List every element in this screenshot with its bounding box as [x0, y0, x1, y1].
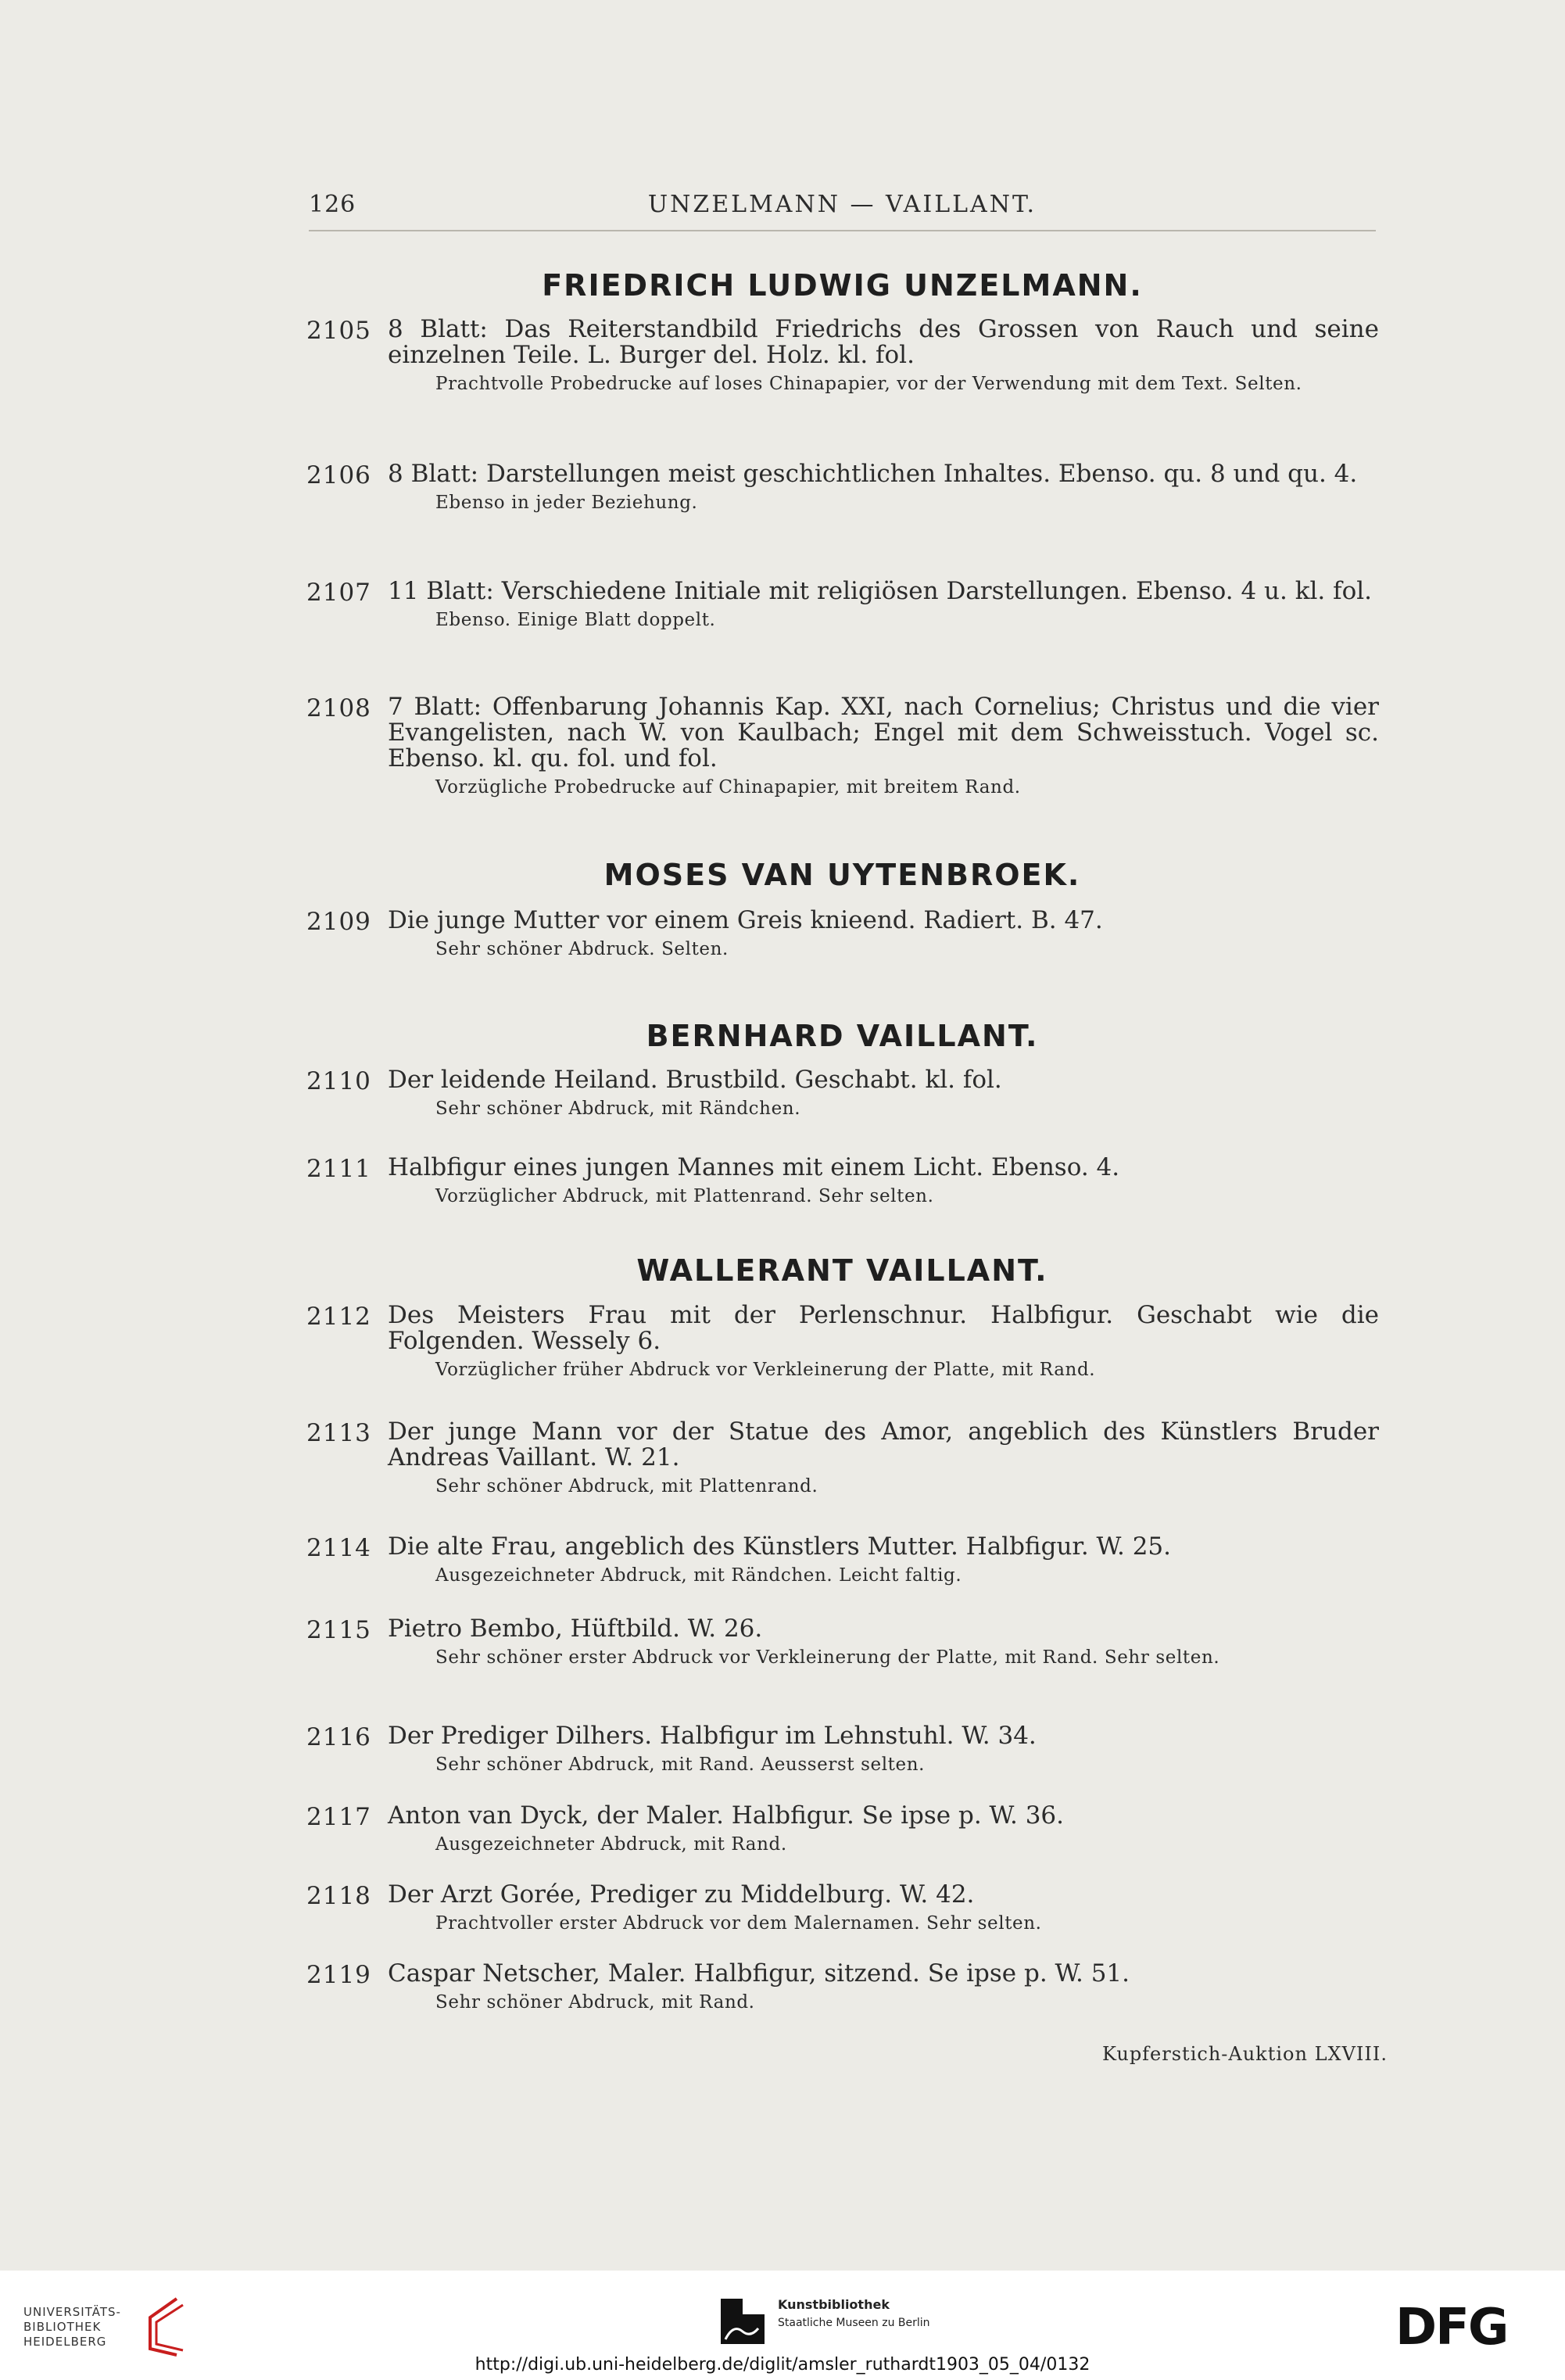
entry-number: 2118	[306, 1882, 371, 1910]
entry-description: Die alte Frau, angeblich des Künstlers Mutter. Halbfigur. W. 25.	[388, 1532, 1171, 1561]
entry-number: 2111	[306, 1155, 371, 1183]
entry-number: 2109	[306, 908, 371, 936]
kb-name: Kunstbibliothek	[778, 2297, 890, 2312]
catalogue-entry	[306, 1616, 1379, 1671]
artist-heading: BERNHARD VAILLANT.	[646, 1019, 1039, 1053]
dfg-logo[interactable]: DFG	[1395, 2299, 1508, 2357]
page-number: 126	[309, 191, 356, 218]
entry-description: 7 Blatt: Offenbarung Johannis Kap. XXI, nach Cornelius; Christus und die vier Evangelisten, nach W. von Kaulbach; Engel mit dem Schweisstuch. Vogel sc. Ebenso. kl. qu. fol. und fol.	[388, 693, 1379, 772]
entry-number: 2113	[306, 1419, 371, 1447]
entry-note: Sehr schöner Abdruck. Selten.	[435, 939, 729, 959]
entry-note: Sehr schöner Abdruck, mit Rand. Aeusserst selten.	[435, 1755, 926, 1775]
catalogue-entry	[306, 694, 1379, 801]
catalogue-entry	[306, 1067, 1379, 1122]
entry-number: 2115	[306, 1616, 371, 1644]
entry-number: 2108	[306, 694, 371, 722]
artist-heading: MOSES VAN UYTENBROEK.	[603, 858, 1081, 892]
entry-description: Caspar Netscher, Maler. Halbfigur, sitzend. Se ipse p. W. 51.	[388, 1959, 1130, 1988]
ub-heidelberg-wordmark[interactable]	[23, 2305, 121, 2350]
entry-description: Halbfigur eines jungen Mannes mit einem Licht. Ebenso. 4.	[388, 1153, 1120, 1181]
entry-note: Prachtvolle Probedrucke auf loses Chinapapier, vor der Verwendung mit dem Text. Selten.	[435, 374, 1302, 394]
page-url[interactable]: http://digi.ub.uni-heidelberg.de/diglit/amsler_ruthardt1903_05_04/0132	[475, 2355, 1090, 2375]
catalogue-entry	[306, 1155, 1379, 1210]
entry-note: Ebenso in jeder Beziehung.	[435, 493, 698, 513]
running-head	[309, 191, 1376, 231]
entry-description: Pietro Bembo, Hüftbild. W. 26.	[388, 1615, 763, 1643]
kunstbibliothek-logo-icon	[719, 2297, 766, 2346]
entry-note: Vorzüglicher Abdruck, mit Plattenrand. Sehr selten.	[435, 1186, 934, 1206]
entry-note: Prachtvoller erster Abdruck vor dem Malernamen. Sehr selten.	[435, 1913, 1042, 1934]
catalogue-entry	[306, 1303, 1379, 1383]
artist-heading: WALLERANT VAILLANT.	[636, 1253, 1048, 1288]
entry-description: 11 Blatt: Verschiedene Initiale mit religiösen Darstellungen. Ebenso. 4 u. kl. fol.	[388, 577, 1373, 605]
entry-description: 8 Blatt: Das Reiterstandbild Friedrichs des Grossen von Rauch und seine einzelnen Teile. L. Burger del. Holz. kl. fol.	[388, 315, 1379, 369]
catalogue-entry	[306, 1723, 1379, 1778]
entry-description: Der Prediger Dilhers. Halbfigur im Lehnstuhl. W. 34.	[388, 1722, 1037, 1750]
entry-note: Sehr schöner Abdruck, mit Rand.	[435, 1992, 755, 2013]
entry-note: Sehr schöner Abdruck, mit Rändchen.	[435, 1099, 801, 1119]
catalogue-entry	[306, 1534, 1379, 1589]
catalogue-entry	[306, 1419, 1379, 1500]
entry-note: Ausgezeichneter Abdruck, mit Rändchen. Leicht faltig.	[435, 1565, 962, 1586]
entry-number: 2106	[306, 461, 371, 489]
entry-number: 2119	[306, 1961, 371, 1989]
ub-logo-icon	[139, 2294, 188, 2358]
entry-note: Ebenso. Einige Blatt doppelt.	[435, 610, 716, 630]
catalogue-entry	[306, 461, 1379, 516]
entry-note: Vorzügliche Probedrucke auf Chinapapier, mit breitem Rand.	[435, 777, 1021, 798]
entry-description: Der junge Mann vor der Statue des Amor, angeblich des Künstlers Bruder Andreas Vaillant. W. 21.	[388, 1418, 1379, 1471]
entry-description: Anton van Dyck, der Maler. Halbfigur. Se ipse p. W. 36.	[388, 1801, 1064, 1830]
artist-heading: FRIEDRICH LUDWIG UNZELMANN.	[542, 268, 1143, 303]
kunstbibliothek-wordmark[interactable]	[778, 2297, 930, 2329]
entry-description: Der Arzt Gorée, Prediger zu Middelburg. W. 42.	[388, 1880, 975, 1909]
entry-number: 2112	[306, 1303, 371, 1331]
entry-number: 2114	[306, 1534, 371, 1562]
entry-note: Sehr schöner Abdruck, mit Plattenrand.	[435, 1476, 818, 1496]
ub-line2: BIBLIOTHEK	[23, 2320, 102, 2334]
entry-description: Der leidende Heiland. Brustbild. Geschabt. kl. fol.	[388, 1066, 1002, 1094]
entry-description: 8 Blatt: Darstellungen meist geschichtlichen Inhaltes. Ebenso. qu. 8 und qu. 4.	[388, 460, 1358, 488]
entry-number: 2105	[306, 317, 371, 345]
entry-note: Vorzüglicher früher Abdruck vor Verkleinerung der Platte, mit Rand.	[435, 1360, 1096, 1380]
entry-number: 2107	[306, 579, 371, 607]
running-title: UNZELMANN — VAILLANT.	[647, 191, 1037, 218]
catalogue-entry	[306, 317, 1379, 397]
entry-note: Sehr schöner erster Abdruck vor Verkleinerung der Platte, mit Rand. Sehr selten.	[435, 1647, 1220, 1668]
entry-description: Des Meisters Frau mit der Perlenschnur. Halbfigur. Geschabt wie die Folgenden. Wessely 6.	[388, 1301, 1379, 1355]
ub-line1: UNIVERSITÄTS-	[23, 2305, 121, 2319]
catalogue-entry	[306, 579, 1379, 633]
catalogue-entry	[306, 1803, 1379, 1858]
catalogue-entry	[306, 908, 1379, 962]
catalogue-entry	[306, 1882, 1379, 1937]
entry-number: 2116	[306, 1723, 371, 1751]
ub-line3: HEIDELBERG	[23, 2335, 107, 2349]
entry-number: 2117	[306, 1803, 371, 1831]
auction-line: Kupferstich-Auktion LXVIII.	[1101, 2043, 1388, 2065]
entry-description: Die junge Mutter vor einem Greis knieend. Radiert. B. 47.	[388, 906, 1103, 934]
entry-number: 2110	[306, 1067, 371, 1095]
footer-bar	[0, 2271, 1565, 2380]
entry-note: Ausgezeichneter Abdruck, mit Rand.	[435, 1834, 787, 1855]
kb-sub: Staatliche Museen zu Berlin	[778, 2317, 930, 2329]
catalogue-entry	[306, 1961, 1379, 2016]
